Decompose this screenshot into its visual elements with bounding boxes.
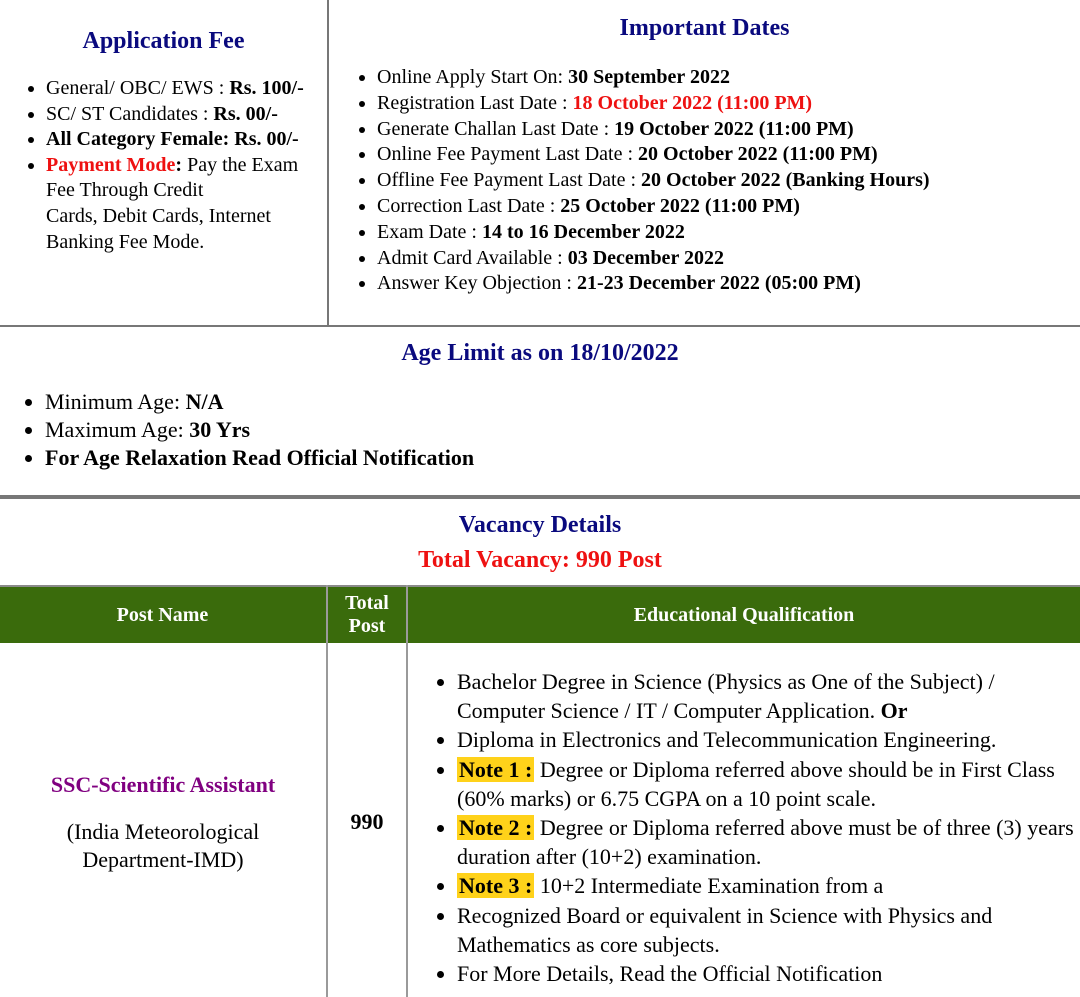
date-label: Online Fee Payment Last Date :: [377, 143, 639, 166]
age-relaxation-text: For Age Relaxation Read Official Notification: [45, 445, 475, 470]
age-limit-list: [0, 388, 1080, 472]
header-total-line2: Post: [348, 615, 386, 637]
note-text: Degree or Diploma referred above must be of three (3) years duration after (10+2) examination.: [457, 815, 1074, 870]
note-text: 10+2 Intermediate Examination from a: [534, 873, 884, 899]
date-item: [377, 91, 1080, 117]
qualification-note: [457, 813, 1080, 871]
date-item: [377, 117, 1080, 143]
date-item: [377, 220, 1080, 246]
payment-mode-text-cont: Cards, Debit Cards, Internet Banking Fee Mode.: [46, 204, 271, 253]
date-label: Generate Challan Last Date :: [377, 117, 615, 140]
date-value-highlight: 18 October 2022 (11:00 PM): [572, 91, 813, 114]
note-colon: :: [524, 756, 533, 782]
fee-item-sc-st: [46, 102, 327, 128]
date-item: [377, 271, 1080, 297]
application-fee-list: [0, 76, 327, 255]
date-value: 19 October 2022 (11:00 PM): [614, 117, 854, 140]
important-dates-list: [332, 65, 1080, 297]
age-label: Minimum Age:: [45, 389, 186, 414]
total-post-count: 990: [350, 809, 384, 834]
column-divider: [327, 0, 329, 325]
date-value: 14 to 16 December 2022: [481, 220, 685, 243]
header-post-name: Post Name: [116, 603, 209, 626]
fee-dates-section: [0, 0, 1080, 325]
date-value: 21-23 December 2022 (05:00 PM): [576, 272, 861, 295]
total-post-cell: [328, 645, 406, 997]
educational-qualification-list: [412, 667, 1080, 988]
qualification-text: For More Details, Read the Official Notification: [457, 961, 883, 987]
qualification-or: Or: [880, 698, 908, 724]
fee-value: Rs. 100/-: [229, 77, 304, 99]
fee-item-female: [46, 127, 327, 153]
payment-mode-label: Payment Mode: [46, 153, 176, 176]
header-total-line1: Total: [345, 592, 389, 614]
application-fee-heading: Application Fee: [82, 28, 245, 54]
note-badge: [457, 757, 534, 782]
header-educational-qualification: Educational Qualification: [633, 603, 855, 626]
date-label: Answer Key Objection :: [377, 272, 577, 295]
note-badge: Note 3 :: [459, 873, 533, 899]
payment-mode-text: Pay the Exam Fee Through Credit: [46, 153, 299, 202]
qualification-text: Bachelor Degree in Science (Physics as One of the Subject) / Computer Science / IT / Computer Application.: [457, 669, 995, 724]
post-name: SSC-Scientific Assistant: [50, 772, 276, 797]
date-label: Exam Date :: [377, 220, 482, 243]
fee-value: Rs. 00/-: [213, 102, 278, 125]
header-total-post: [328, 587, 406, 643]
age-label: Maximum Age:: [45, 417, 190, 442]
date-item: [377, 168, 1080, 194]
payment-mode-colon: :: [175, 153, 183, 176]
qualification-note: [457, 755, 1080, 813]
qualification-item: [457, 667, 1080, 725]
vacancy-details-heading: Vacancy Details: [458, 512, 622, 538]
age-value: 30 Yrs: [189, 417, 251, 442]
date-value: 30 September 2022: [568, 66, 730, 88]
post-name-cell: [0, 645, 326, 997]
total-vacancy-heading: Total Vacancy: 990 Post: [418, 547, 662, 573]
date-label: Correction Last Date :: [377, 194, 561, 217]
qualification-text: Recognized Board or equivalent in Science with Physics and Mathematics as core subjects.: [457, 902, 993, 957]
qualification-item: [457, 901, 1080, 959]
date-item: [377, 194, 1080, 220]
important-dates-heading: Important Dates: [619, 15, 790, 41]
date-item: [377, 246, 1080, 272]
age-value: N/A: [185, 389, 224, 414]
column-divider: [406, 585, 408, 997]
qualification-item: [457, 725, 1080, 754]
age-item-relaxation: [45, 444, 1080, 472]
date-item: [377, 142, 1080, 168]
date-label: Offline Fee Payment Last Date :: [377, 169, 642, 192]
qualification-text: Diploma in Electronics and Telecommunication Engineering.: [457, 727, 997, 753]
date-value: 20 October 2022 (11:00 PM): [638, 143, 878, 166]
fee-item-payment-mode: [46, 153, 327, 255]
age-limit-heading: Age Limit as on 18/10/2022: [401, 340, 679, 366]
date-value: 25 October 2022 (11:00 PM): [560, 194, 800, 217]
post-department: (India Meteorological Department-IMD): [66, 819, 260, 872]
date-value: 03 December 2022: [567, 246, 724, 269]
fee-item-general: [46, 76, 327, 102]
age-item-min: [45, 388, 1080, 416]
note-text: Degree or Diploma referred above should be in First Class (60% marks) or 6.75 CGPA on a 10 point scale.: [457, 756, 1055, 811]
date-label: Online Apply Start On:: [377, 66, 569, 88]
fee-label: General/ OBC/ EWS :: [46, 77, 230, 99]
qualification-item: [457, 959, 1080, 988]
note-label: Note 1: [459, 756, 525, 782]
fee-label: SC/ ST Candidates :: [46, 102, 214, 125]
date-label: Registration Last Date :: [377, 91, 573, 114]
note-badge: Note 2 :: [459, 815, 533, 841]
table-header-row: [0, 585, 1080, 643]
date-label: Admit Card Available :: [377, 246, 568, 269]
age-item-max: [45, 416, 1080, 444]
date-item: [377, 65, 1080, 91]
fee-female-text: All Category Female: Rs. 00/-: [46, 128, 299, 151]
section-divider-double: [0, 495, 1080, 499]
date-value: 20 October 2022 (Banking Hours): [641, 169, 930, 192]
qualification-note: [457, 871, 1080, 900]
section-divider: [0, 325, 1080, 327]
